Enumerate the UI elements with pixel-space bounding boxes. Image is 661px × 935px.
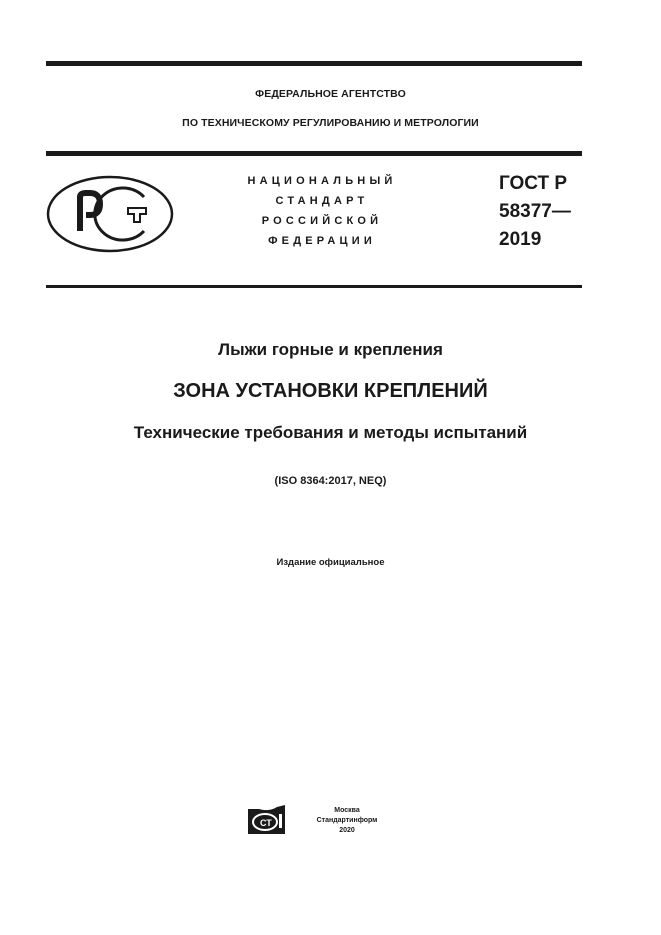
publisher-block (247, 804, 387, 840)
gost-year: 2019 (499, 229, 542, 250)
agency-name-line-2: ПО ТЕХНИЧЕСКОМУ РЕГУЛИРОВАНИЮ И МЕТРОЛОГИИ (182, 117, 479, 129)
gost-number: 58377— (499, 201, 571, 222)
publisher-name: Стандартинформ (316, 817, 378, 824)
document-subtitle: Технические требования и методы испытаний (133, 423, 528, 442)
rst-emblem-icon (46, 175, 174, 253)
national-standard-line-1: НАЦИОНАЛЬНЫЙ (247, 175, 397, 187)
edition-label: Издание официальное (276, 557, 385, 568)
bottom-rule (46, 285, 582, 288)
national-standard-line-4: ФЕДЕРАЦИИ (268, 235, 376, 247)
gost-prefix: ГОСТ Р (499, 173, 568, 194)
publisher-city: Москва (334, 807, 360, 814)
publisher-year: 2020 (339, 827, 355, 834)
national-standard-line-3: РОССИЙСКОЙ (261, 215, 383, 227)
svg-text:СТ: СТ (260, 818, 272, 828)
middle-rule (46, 151, 582, 156)
national-standard-line-2: СТАНДАРТ (275, 195, 369, 207)
standartinform-logo-icon (247, 804, 287, 836)
agency-name-line-1: ФЕДЕРАЛЬНОЕ АГЕНТСТВО (255, 88, 406, 100)
iso-reference: (ISO 8364:2017, NEQ) (274, 475, 387, 487)
document-subject: Лыжи горные и крепления (218, 340, 443, 359)
gost-designation (499, 170, 571, 254)
top-rule (46, 61, 582, 66)
document-title: ЗОНА УСТАНОВКИ КРЕПЛЕНИЙ (173, 380, 488, 402)
national-standard-label (232, 171, 412, 251)
publisher-info (307, 806, 387, 836)
